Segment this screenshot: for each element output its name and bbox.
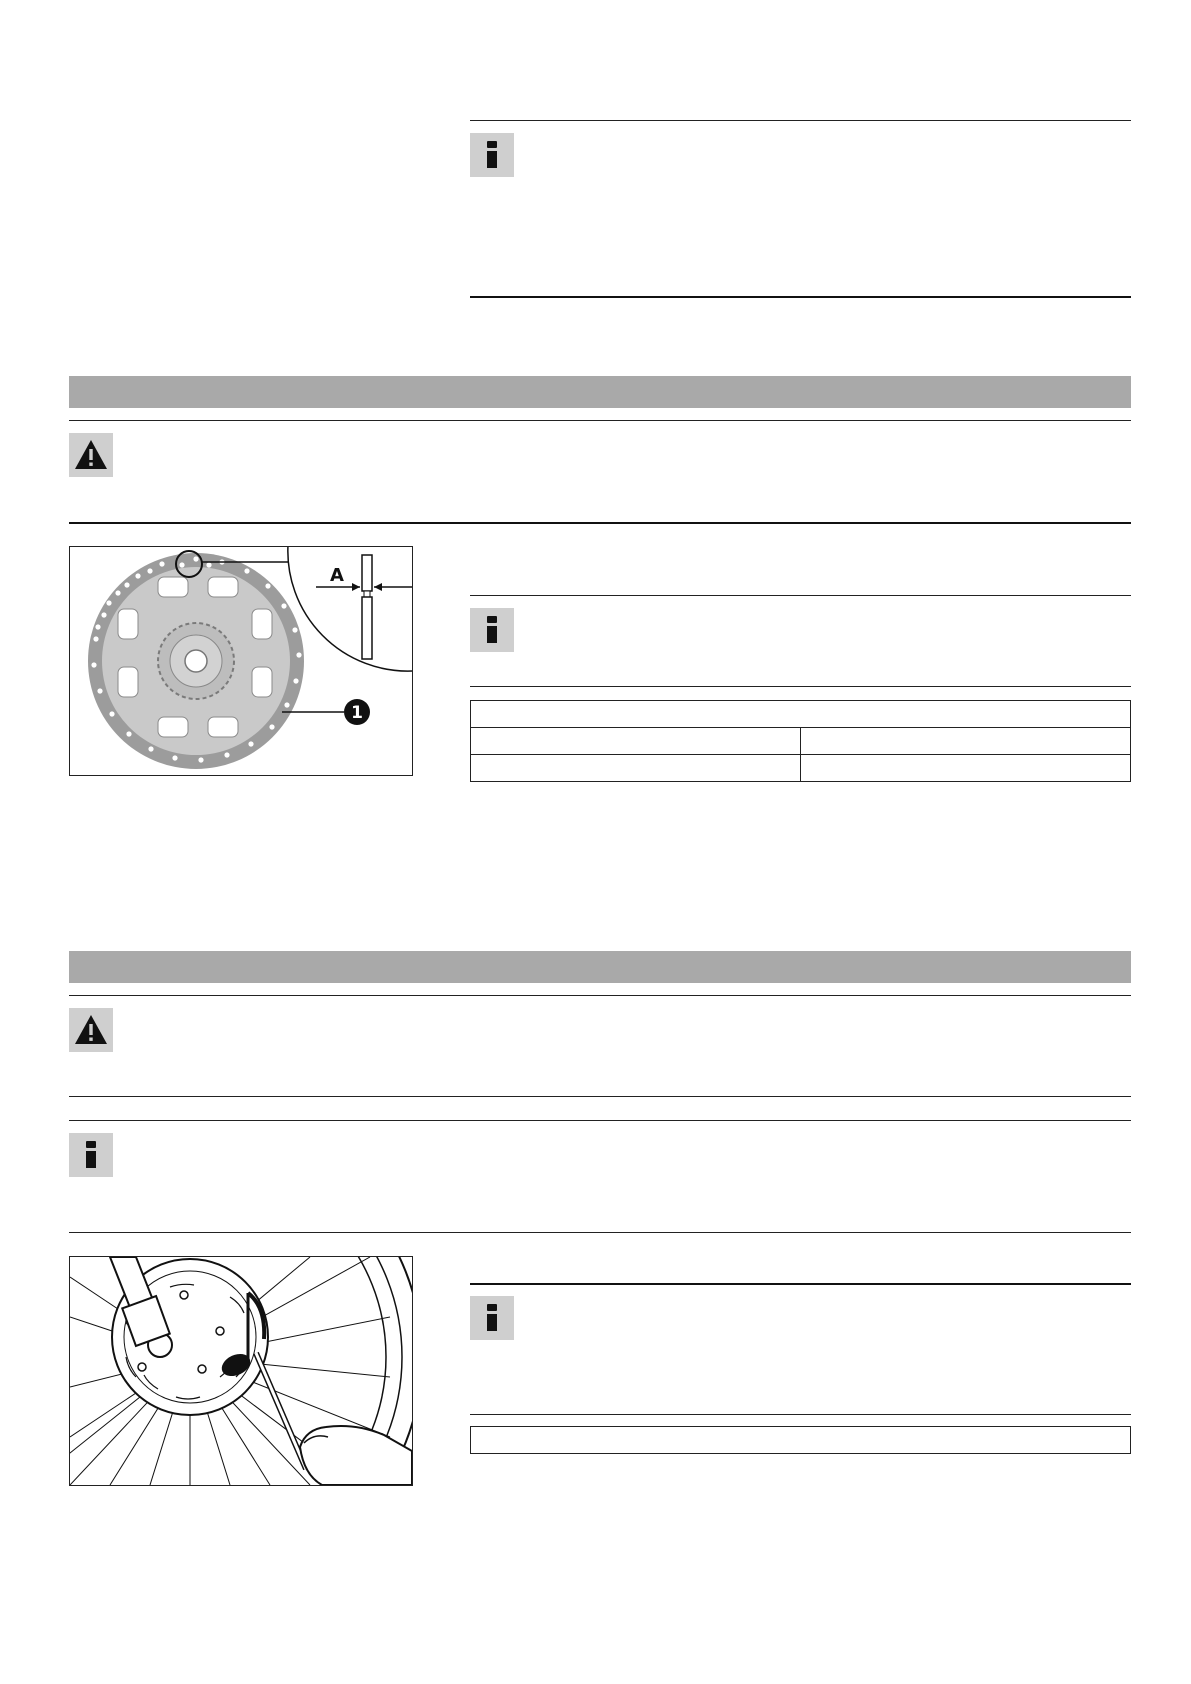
dimension-label: A	[330, 565, 344, 586]
wheel-screwdriver-figure	[69, 1256, 413, 1486]
disc-note-rule-top	[470, 595, 1131, 596]
table-row	[471, 728, 1131, 755]
section-heading-bar	[69, 951, 1131, 983]
table-cell	[471, 728, 801, 755]
wheel-note-rule-bottom	[470, 1414, 1131, 1415]
info-rule-top	[69, 1120, 1131, 1121]
wheel-note-rule-top	[470, 1283, 1131, 1285]
info-icon	[470, 1296, 514, 1340]
info-rule-bottom	[69, 1232, 1131, 1233]
table-header-cell	[471, 701, 1131, 728]
brake-disc-figure	[69, 546, 413, 776]
top-note-rule-bottom	[470, 296, 1131, 298]
warning-icon	[69, 433, 113, 477]
table-cell	[471, 755, 801, 782]
info-icon	[470, 608, 514, 652]
spec-table	[470, 700, 1131, 782]
callout-label: 1	[351, 703, 363, 723]
section-heading-bar	[69, 376, 1131, 408]
top-note-rule-top	[470, 120, 1131, 121]
warning-rule-top	[69, 420, 1131, 421]
table-cell	[801, 755, 1131, 782]
warning-rule-bottom	[69, 522, 1131, 524]
table-row	[471, 755, 1131, 782]
single-row-table	[470, 1426, 1131, 1454]
table-cell	[801, 728, 1131, 755]
warning-icon	[69, 1008, 113, 1052]
info-icon	[69, 1133, 113, 1177]
info-icon	[470, 133, 514, 177]
warning-rule-bottom	[69, 1096, 1131, 1097]
table-row	[471, 701, 1131, 728]
warning-rule-top	[69, 995, 1131, 996]
table-row	[471, 1427, 1131, 1454]
table-cell	[471, 1427, 1131, 1454]
disc-note-rule-bottom	[470, 686, 1131, 687]
